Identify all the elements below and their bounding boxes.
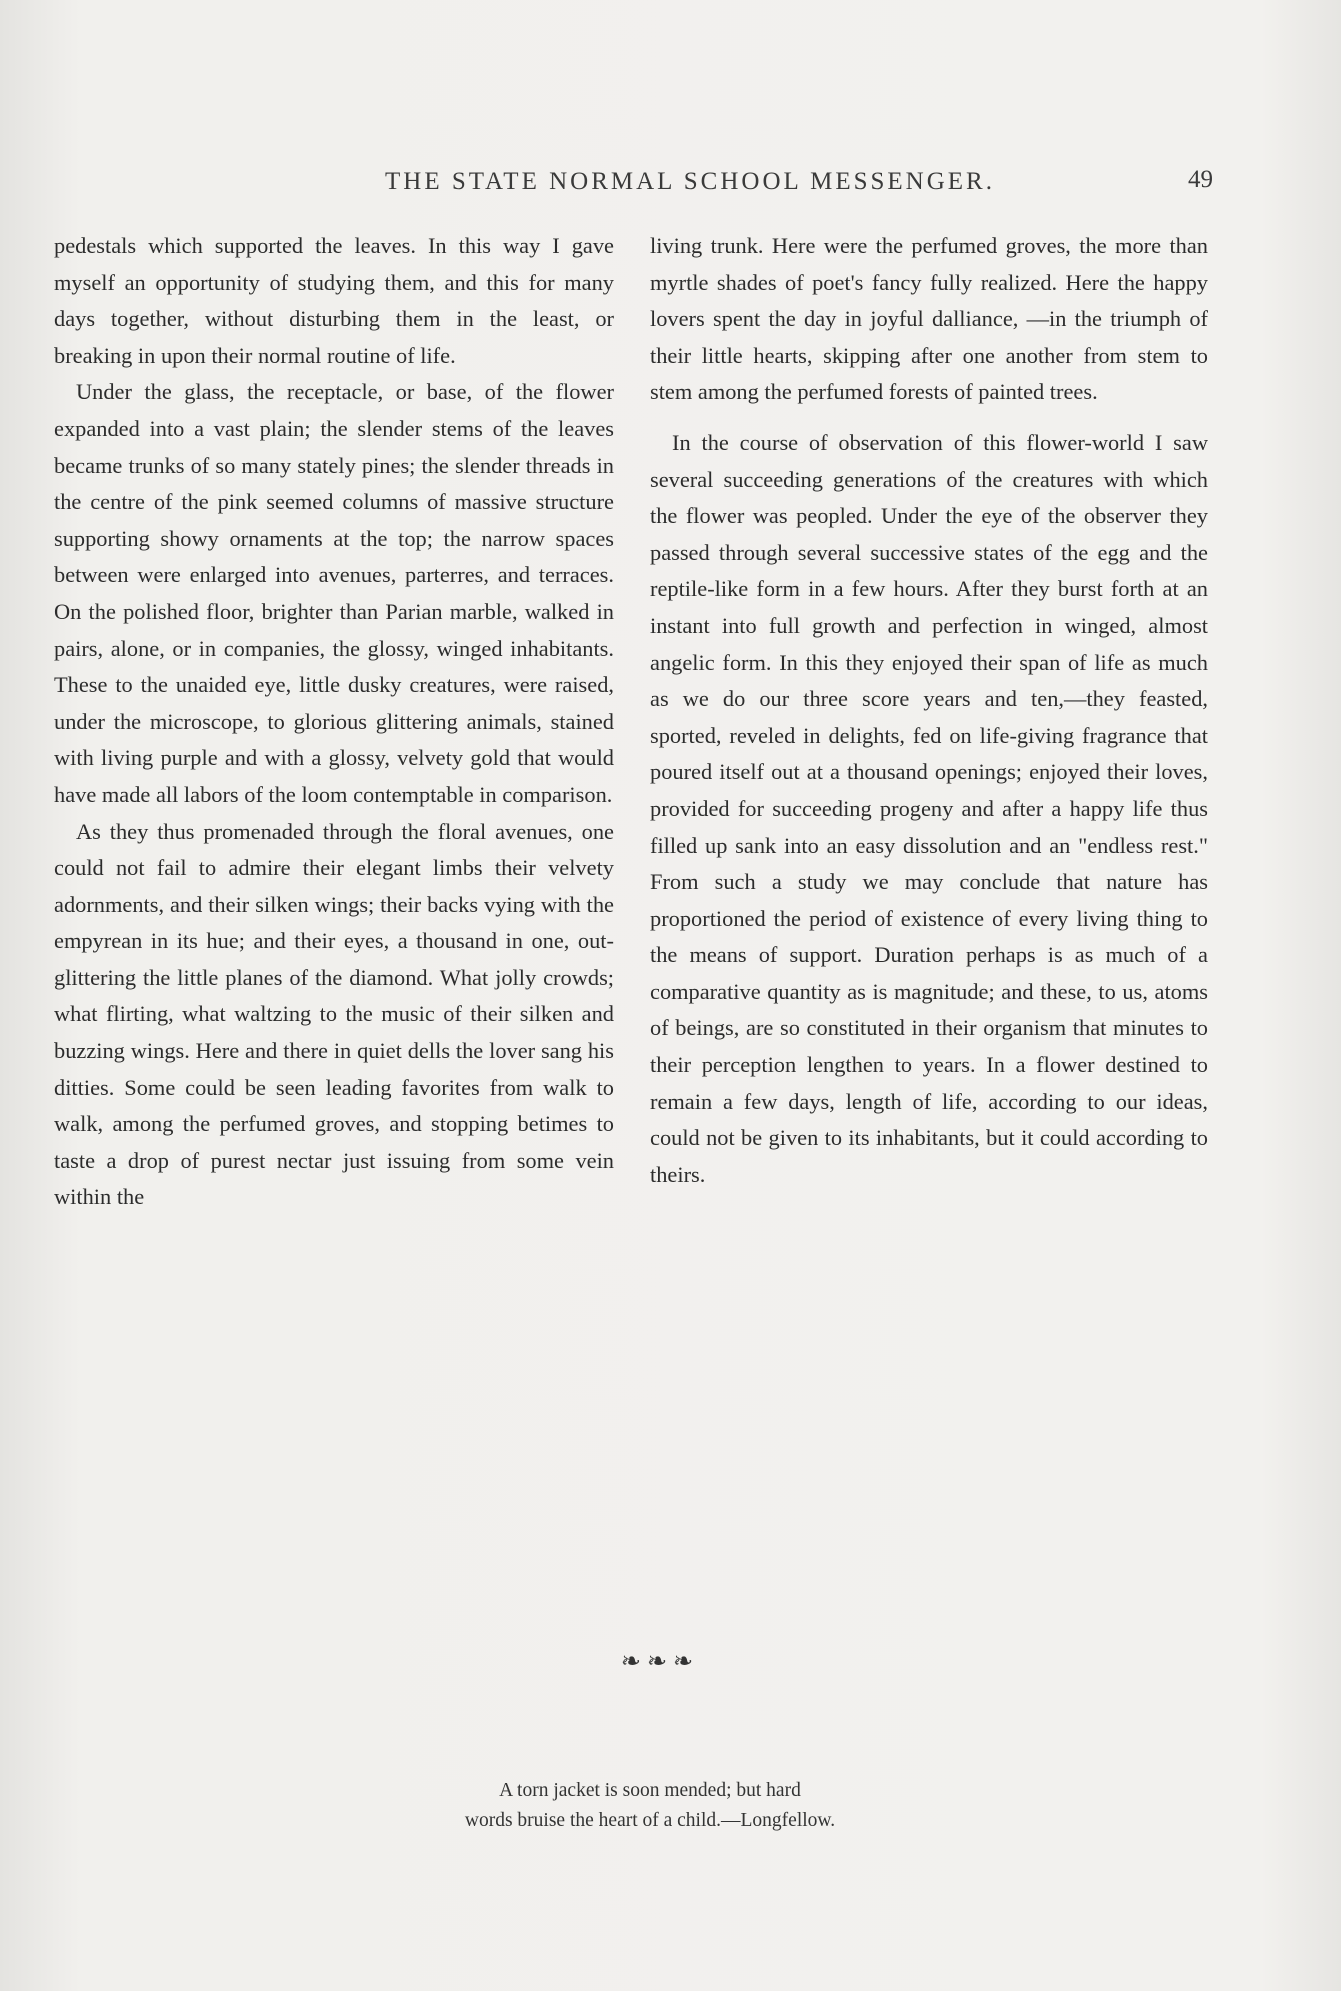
quote-line: words bruise the heart of a child.—Longfellow. (464, 1810, 836, 1831)
paragraph: pedestals which supported the leaves. In this way I gave myself an opportunity of studying them, and this for many days together, without disturbing them in the least, or breaking in upon their normal routine of life. (54, 233, 614, 368)
closing-quote (330, 1776, 970, 1836)
paragraph: In the course of observation of this flower-world I saw several succeeding generations of the creatures with which the flower was peopled. Under the eye of the observer they passed through several successive states of the egg and the reptile-like form in a few hours. After they burst forth at an instant into full growth and perfection in winged, almost angelic form. In this they enjoyed their span of life as much as we do our three score years and ten,—they feasted, sported, reveled in delights, fed on life-giving fragrance that poured itself out at a thousand openings; enjoyed their loves, provided for succeeding progeny and after a happy life thus filled up sank into an easy dissolution and an "endless rest." From such a study we may conclude that nature has proportioned the period of existence of every living thing to the means of support. Duration perhaps is as much of a comparative quantity as is magnitude; and these, to us, atoms of beings, are so constituted in their organism that minutes to their perception lengthen to years. In a flower destined to remain a few days, length of life, according to our ideas, could not be given to its inhabitants, but it could according to theirs. (650, 429, 1208, 1187)
paragraph: As they thus promenaded through the floral avenues, one could not fail to admire their elegant limbs their velvety adornments, and their silken wings; their backs vying with the empyrean in its hue; and their eyes, a thousand in one, out-glittering the little planes of the diamond. What jolly crowds; what flirting, what waltzing to the music of their silken and buzzing wings. Here and there in quiet dells the lover sang his ditties. Some could be seen leading favorites from walk to walk, among the perfumed groves, and stopping betimes to taste a drop of purest nectar just issuing from some vein within the (54, 818, 614, 1210)
paragraph: living trunk. Here were the perfumed groves, the more than myrtle shades of poet's fancy fully realized. Here the happy lovers spent the day in joyful dalliance, —in the triumph of their little hearts, skipping after one another from stem to stem among the perfumed forests of painted trees. (650, 233, 1208, 405)
page-number: 49 (1188, 166, 1213, 193)
ornament-divider: ❧❧❧ (620, 1649, 700, 1675)
quote-line: A torn jacket is soon mended; but hard (499, 1780, 801, 1801)
right-column (650, 228, 1208, 1193)
paragraph: Under the glass, the receptacle, or base, of the flower expanded into a vast plain; the slender stems of the leaves became trunks of so many stately pines; the slender threads in the centre of the pink seemed columns of massive structure supporting showy ornaments at the top; the narrow spaces between were enlarged into avenues, parterres, and terraces. On the polished floor, brighter than Parian marble, walked in pairs, alone, or in companies, the glossy, winged inhabitants. These to the unaided eye, little dusky creatures, were raised, under the microscope, to glorious glittering animals, stained with living purple and with a glossy, velvety gold that would have made all labors of the loom contemptable in comparison. (54, 379, 614, 807)
running-header: THE STATE NORMAL SCHOOL MESSENGER. (385, 168, 995, 195)
left-column (54, 228, 614, 1216)
